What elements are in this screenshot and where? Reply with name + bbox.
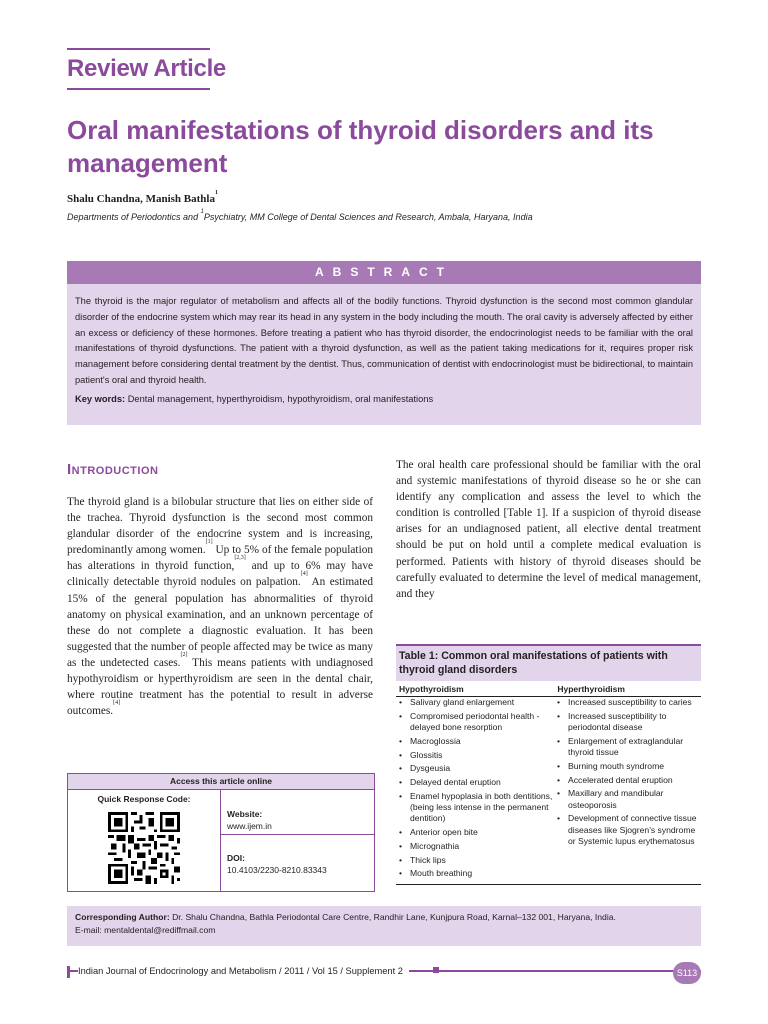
email-address[interactable]: mentaldental@rediffmail.com <box>101 925 216 935</box>
citation-1[interactable]: [1] <box>205 539 213 546</box>
table-list-item: • Glossitis <box>396 750 554 761</box>
doi-link[interactable]: 10.4103/2230-8210.83343 <box>227 865 327 875</box>
qr-label: Quick Response Code: <box>97 794 191 804</box>
author-names: Shalu Chandna, Manish Bathla <box>67 193 215 205</box>
affiliation-part-b: Psychiatry, MM College of Dental Sciences and Research, Ambala, Haryana, India <box>203 212 533 222</box>
doi-cell <box>221 835 374 875</box>
table-list-item: • Micrognathia <box>396 841 554 852</box>
keywords-text: Dental management, hyperthyroidism, hypothyroidism, oral manifestations <box>127 393 434 404</box>
table-list-item: • Accelerated dental eruption <box>554 775 701 786</box>
table-list-item: • Maxillary and mandibular osteoporosis <box>554 788 701 811</box>
footer-square <box>433 967 439 973</box>
table-header-hyperthyroidism: Hyperthyroidism <box>557 684 625 694</box>
keywords-label: Key words: <box>75 393 126 404</box>
access-heading: Access this article online <box>68 774 374 790</box>
intro-sentence-1: The thyroid gland is a bilobular structure that lies on either side of the trachea. Thyroid dysfunction is the second most common glandular disorder of the endocrine system and is increasing, predominantly among women. <box>67 496 373 557</box>
doi-label: DOI: <box>227 853 245 863</box>
qr-code-icon[interactable] <box>108 812 180 884</box>
keywords <box>67 389 701 404</box>
authors <box>67 190 218 205</box>
table-list-item: • Development of connective tissue diseases like Sjogren's syndrome or Systemic lupus erythematosus <box>554 813 701 847</box>
website-label: Website: <box>227 809 263 819</box>
section-label: Review Article <box>67 55 226 82</box>
affiliation-part-a: Departments of Periodontics and <box>67 212 201 222</box>
citation-4[interactable]: [2] <box>180 651 188 658</box>
hyperthyroidism-list <box>554 697 701 882</box>
table-title: Table 1: Common oral manifestations of patients with thyroid gland disorders <box>396 644 701 681</box>
table-list-item: • Enamel hypoplasia in both dentitions, (being less intense in the permanent dentition) <box>396 791 554 825</box>
website-cell <box>221 790 374 835</box>
hypothyroidism-list <box>396 697 554 882</box>
intro-sentence-3: and up to 6% may have clinically detectable thyroid nodules on palpation. <box>67 560 373 589</box>
table-list-item: • Mouth breathing <box>396 868 554 879</box>
table-list-item: • Delayed dental eruption <box>396 777 554 788</box>
corresponding-author-line <box>75 911 693 924</box>
header-rule-bottom <box>67 88 210 90</box>
intro-sentence-5: This means patients with undiagnosed hypothyroidism or hyperthyroidism are seen in the dental chair, where routine treatment has the potential to result in adverse outcomes. <box>67 656 374 718</box>
header-rule-top <box>67 48 210 50</box>
corresponding-text: Dr. Shalu Chandna, Bathla Periodontal Care Centre, Randhir Lane, Kunjpura Road, Karnal–132 001, Haryana, India. <box>169 912 616 922</box>
intro-sentence-2: Up to 5% of the female population has alterations in thyroid function, <box>67 544 374 573</box>
table-list-item: • Burning mouth syndrome <box>554 761 701 772</box>
website-link[interactable]: www.ijem.in <box>227 821 272 831</box>
abstract-box <box>67 261 701 425</box>
access-article-box <box>67 773 375 892</box>
introduction-heading: Introduction <box>67 461 159 478</box>
author-sup: 1 <box>214 190 218 196</box>
affiliation <box>67 209 533 222</box>
table-body <box>396 697 701 885</box>
corresponding-author-box <box>67 906 701 946</box>
footer-bar <box>67 966 70 978</box>
table-1 <box>396 644 701 885</box>
table-list-item: • Increased susceptibility to periodontal disease <box>554 711 701 734</box>
affiliation-sup: 1 <box>200 209 204 215</box>
email-line <box>75 924 693 937</box>
table-header-hypothyroidism: Hypothyroidism <box>399 684 464 694</box>
table-list-item: • Compromised periodontal health - delayed bone resorption <box>396 711 554 734</box>
table-list-item: • Enlargement of extraglandular thyroid tissue <box>554 736 701 759</box>
citation-3[interactable]: [4] <box>300 571 308 578</box>
email-label: E-mail: <box>75 925 102 935</box>
abstract-text: The thyroid is the major regulator of metabolism and affects all of the bodily functions. Thyroid dysfunction is the second most common glandular disorder of the endocrine system which may rear its head in any system in the body including the mouth. The oral cavity is adversely affected by either an excess or deficiency of these hormones. Before treating a patient who has thyroid disorder, the endocrinologist needs to be familiar with the oral manifestations of thyroid dysfunctions. The patient with a thyroid dysfunction, as well as the patient taking medications for it, requires proper risk management before considering dental treatment by the dentist. Thus, communication of dentist with endocrinologist must be bidirectional, to maintain patient's oral and thyroid health. <box>75 296 693 385</box>
page-number: S113 <box>673 962 701 984</box>
table-list-item: • Anterior open bite <box>396 827 554 838</box>
table-list-item: • Dysgeusia <box>396 763 554 774</box>
article-title: Oral manifestations of thyroid disorders and its management <box>67 115 654 178</box>
citation-2[interactable]: [2,3] <box>234 555 246 562</box>
table-list-item: • Thick lips <box>396 855 554 866</box>
table-list-item: • Macroglossia <box>396 736 554 747</box>
corresponding-label: Corresponding Author: <box>75 912 170 922</box>
citation-5[interactable]: [4] <box>113 700 121 707</box>
qr-cell <box>68 790 221 891</box>
intro-sentence-4: An estimated 15% of the general population has abnormalities of thyroid anatomy on physical examination, and an unknown percentage of these do not complete a diagnostic evaluation. It has been suggested that the number of people affected may be twice as many as the undetected cases. <box>67 576 373 669</box>
right-column-text: The oral health care professional should be familiar with the oral and systemic manifestations of thyroid disease so he or she can identify any complication and assess the level to which the condition is controlled [Table 1]. If a suspicion of thyroid disease arises for an undiagnosed patient, all elective dental treatment should be put on hold until a complete medical evaluation is performed. Patients with history of thyroid diseases should be carefully evaluated to determine the level of medical management, and they <box>396 459 701 600</box>
footer-journal: Indian Journal of Endocrinology and Metabolism / 2011 / Vol 15 / Supplement 2 <box>78 966 409 976</box>
introduction-text <box>67 494 373 719</box>
table-header-row <box>396 681 701 697</box>
table-list-item: • Salivary gland enlargement <box>396 697 554 708</box>
table-list-item: • Increased susceptibility to caries <box>554 697 701 708</box>
abstract-heading: ABSTRACT <box>67 261 701 284</box>
